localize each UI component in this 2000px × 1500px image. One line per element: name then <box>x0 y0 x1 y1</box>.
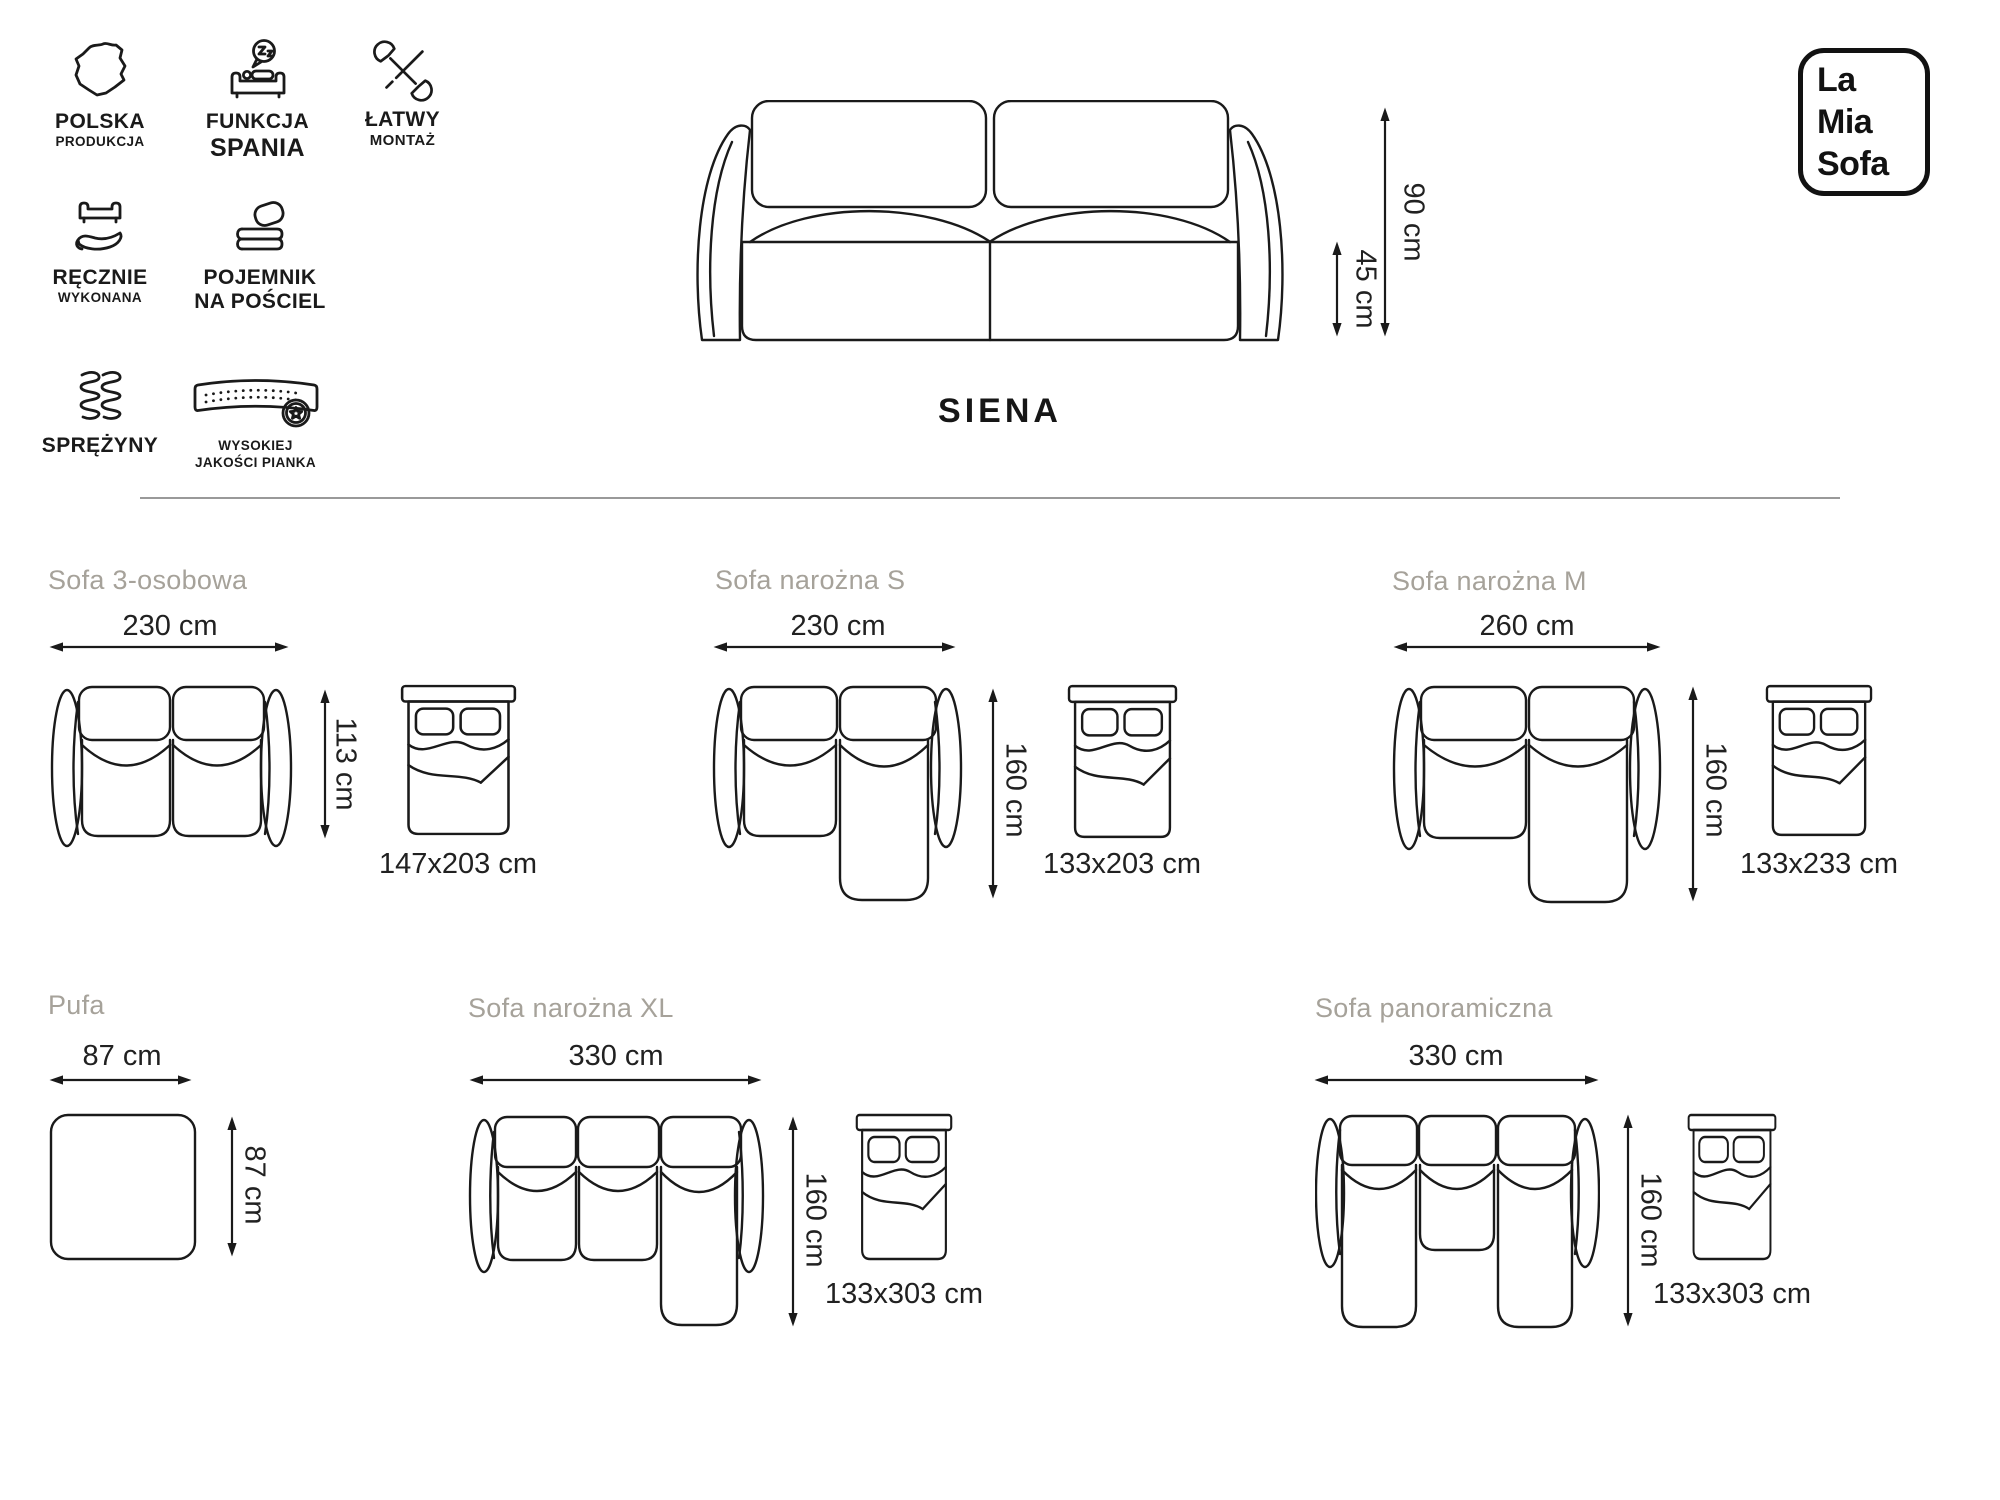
depth-dim-label: 87 cm <box>238 1145 271 1225</box>
sofa-top-view-drawing <box>468 1112 765 1330</box>
logo-line: La <box>1817 61 1856 99</box>
la-mia-sofa-logo <box>1798 48 1930 196</box>
bed-size-icon <box>1067 683 1178 840</box>
handmade-icon <box>67 194 133 260</box>
bed-size-icon <box>1765 683 1873 838</box>
width-dim-label: 330 cm <box>1408 1040 1504 1072</box>
sofa-top-view-drawing <box>712 682 963 903</box>
depth-dim-label: 160 cm <box>999 742 1032 838</box>
variant-name: Sofa narożna XL <box>468 993 674 1023</box>
feature-polska-produkcja <box>35 38 165 151</box>
feature-label: WYSOKIEJ <box>218 438 293 453</box>
springs-icon <box>68 364 132 428</box>
feature-latwy-montaz <box>340 40 465 150</box>
bed-size-label: 133x303 cm <box>825 1278 983 1310</box>
foam-quality-icon <box>190 372 322 432</box>
bed-size-icon <box>1687 1112 1777 1262</box>
feature-sublabel: JAKOŚCI PIANKA <box>194 454 317 470</box>
variant-name: Sofa panoramiczna <box>1315 993 1553 1023</box>
width-arrow <box>1313 1073 1600 1087</box>
feature-label: FUNKCJA <box>205 110 310 133</box>
feature-sublabel: NA POŚCIEL <box>194 290 326 314</box>
logo-line: Sofa <box>1817 145 1889 183</box>
depth-dim-label: 160 cm <box>1634 1172 1667 1268</box>
feature-label: RĘCZNIE <box>52 266 148 289</box>
variant-name: Pufa <box>48 990 105 1020</box>
width-arrow <box>712 640 957 654</box>
feature-label: ŁATWY <box>364 108 441 131</box>
variant-sofa-narozna-xl <box>460 985 1020 1345</box>
sofa-front-view-drawing <box>690 100 1290 342</box>
bedding-storage-icon <box>227 194 293 260</box>
feature-sublabel: PRODUKCJA <box>55 134 145 150</box>
width-dim-label: 260 cm <box>1479 610 1575 642</box>
pouf-top-view-drawing <box>48 1112 198 1262</box>
feature-sublabel: SPANIA <box>209 134 305 163</box>
bed-size-icon <box>855 1112 953 1262</box>
width-arrow <box>48 1073 193 1087</box>
width-dim-label: 330 cm <box>568 1040 664 1072</box>
width-arrow <box>48 640 290 654</box>
feature-funkcja-spania <box>190 38 325 162</box>
variant-sofa-panoramiczna <box>1305 985 1865 1345</box>
variant-sofa-3-osobowa <box>40 560 580 900</box>
bed-size-label: 133x303 cm <box>1653 1278 1811 1310</box>
depth-dim-label: 160 cm <box>799 1172 832 1268</box>
seat-height-dim-label: 45 cm <box>1349 249 1382 329</box>
logo-line: Mia <box>1817 103 1873 141</box>
feature-sublabel: WYKONANA <box>57 290 143 306</box>
sleep-function-icon <box>225 38 291 104</box>
feature-wysokiej-jakosci-pianka <box>168 372 343 472</box>
product-title: SIENA <box>938 392 1062 430</box>
poland-map-icon <box>68 38 132 104</box>
variant-name: Sofa narożna M <box>1392 566 1587 596</box>
bed-size-label: 147x203 cm <box>379 848 537 880</box>
depth-dim-label: 160 cm <box>1699 742 1732 838</box>
feature-pojemnik-na-posciel <box>185 194 335 314</box>
width-dim-label: 87 cm <box>82 1040 162 1072</box>
section-divider <box>140 497 1840 499</box>
width-arrow <box>468 1073 763 1087</box>
width-dim-label: 230 cm <box>122 610 218 642</box>
depth-dim-label: 113 cm <box>329 717 362 811</box>
assembly-tools-icon <box>372 40 434 102</box>
feature-sublabel: MONTAŻ <box>369 132 436 150</box>
bed-size-label: 133x233 cm <box>1740 848 1898 880</box>
feature-sprezyny <box>35 364 165 458</box>
feature-recznie-wykonana <box>35 194 165 307</box>
feature-label: POJEMNIK <box>203 266 317 289</box>
variant-name: Sofa narożna S <box>715 565 906 595</box>
seat-height-arrow <box>1330 240 1344 338</box>
variant-name: Sofa 3-osobowa <box>48 565 248 595</box>
sofa-top-view-drawing <box>1315 1112 1600 1332</box>
bed-size-icon <box>400 683 517 837</box>
variant-sofa-narozna-s <box>710 560 1250 920</box>
height-dim-label: 90 cm <box>1397 182 1430 262</box>
width-dim-label: 230 cm <box>790 610 886 642</box>
sofa-top-view-drawing <box>1392 682 1662 905</box>
bed-size-label: 133x203 cm <box>1043 848 1201 880</box>
width-arrow <box>1392 640 1662 654</box>
sofa-top-view-drawing <box>48 682 295 850</box>
feature-label: POLSKA <box>55 110 145 133</box>
feature-label: SPRĘŻYNY <box>41 434 159 457</box>
variant-sofa-narozna-m <box>1385 560 1945 920</box>
variant-pufa <box>40 985 340 1305</box>
